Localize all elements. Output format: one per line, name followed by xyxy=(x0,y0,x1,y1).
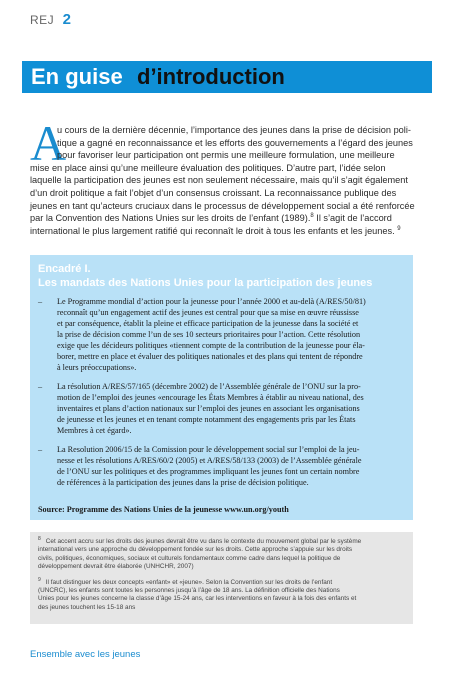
chapter-number: 2 xyxy=(62,11,71,28)
chapter-title-part2: d’introduction xyxy=(137,64,285,89)
footnote-line: développement devrait être élaborée (UNHCHR, 2007) xyxy=(38,563,194,571)
intro-line: jeunes en tant qu’acteurs cruciaux dans le processus de développement social a été renforcée xyxy=(30,200,415,211)
footnote-line: (UNCRC), les enfants sont toutes les personnes jusqu’à l’âge de 18 ans. La définition officielle des Nations xyxy=(38,587,340,595)
footnote-line: Unies pour les jeunes concerne la classe d’âge 15-24 ans, car les interventions en faveur à la fois des enfants et xyxy=(38,595,357,603)
intro-line-with-footnote xyxy=(30,212,418,225)
running-footer: Ensemble avec les jeunes xyxy=(30,649,141,660)
footnote-line xyxy=(38,576,407,587)
dash-bullet: – xyxy=(38,445,43,454)
list-item-line: exige que les décideurs politiques «tiennent compte de la contribution de la jeunesse pour éla- xyxy=(57,341,365,350)
footnote-ref[interactable]: 9 xyxy=(397,225,401,232)
box-title xyxy=(38,262,408,290)
list-item xyxy=(38,381,410,436)
list-item-line: la prise de décision comme l’un de ses 10 secteurs prioritaires pour l’action. Cette résolution xyxy=(57,330,361,339)
list-item-line: Le Programme mondial d’action pour la jeunesse pour l’année 2000 et au-delà (A/RES/50/81) xyxy=(57,297,366,306)
dash-bullet: – xyxy=(38,382,43,391)
list-item-line: borer, mettre en place et évaluer des politiques nationales et des plans qui tentent de répondre xyxy=(57,352,363,361)
dash-bullet: – xyxy=(38,297,43,306)
list-item-line: La Resolution 2006/15 de la Comission pour le développement social sur l’emploi de la jeu- xyxy=(57,445,360,454)
footnote-9 xyxy=(38,576,407,613)
footnote-line: des jeunes touchent les 15-18 ans xyxy=(38,603,136,611)
list-item-line: La résolution A/RES/57/165 (décembre 2002) de l’Assemblée générale de l’ONU sur la pro- xyxy=(57,382,361,391)
list-item-line: de références à la participation des jeunes dans la prise de décision politique. xyxy=(57,478,309,487)
list-item-line: et par conséquence, établit la pleine et efficace participation de la jeunesse dans la société et xyxy=(57,319,359,328)
intro-line-with-footnote xyxy=(30,225,418,238)
list-item-line: de jeunesse et les jeunes et en tenant compte notamment des engagements pris par les États xyxy=(57,415,356,424)
mandates-list xyxy=(38,296,410,496)
footnote-line: civils, politiques, économiques, sociaux et culturels fondamentaux comme cadre dans lequel la politique de xyxy=(38,554,341,562)
list-item xyxy=(38,444,410,488)
intro-line: laquelle la participation des jeunes est non seulement nécessaire, mais qu’il s’agit également xyxy=(30,175,408,186)
intro-line-text: international le plus largement ratifié qui reconnaît le droit à tous les enfants et les jeunes. xyxy=(30,225,395,236)
list-item-line: motion de l’emploi des jeunes «encourage les États Membres à établir au niveau national, des xyxy=(57,393,364,402)
footnote-line: international vers une approche du développement fondée sur les droits. Cette approche s’appuie sur les droits xyxy=(38,546,353,554)
intro-paragraph xyxy=(30,124,418,237)
intro-line-text: par la Convention des Nations Unies sur les droits de l’enfant (1989). xyxy=(30,213,311,224)
footnote-8 xyxy=(38,535,407,572)
footnote-ref[interactable]: 8 xyxy=(310,213,314,220)
list-item-line: reconnaît qu’un engagement actif des jeunes est central pour que sa mise en œuvre réussisse xyxy=(57,308,359,317)
intro-line: pour favoriser leur participation ont permis une meilleure formulation, une meilleure xyxy=(57,150,395,161)
chapter-title-bar xyxy=(22,61,432,93)
list-item-line: Membres à cet égard». xyxy=(57,426,132,435)
box-title-line1: Encadré I. xyxy=(38,263,91,275)
chapter-title-part1: En guise xyxy=(31,64,123,89)
footnote-mark: 9 xyxy=(38,576,41,583)
footnote-text: Cet accent accru sur les droits des jeunes devrait être vu dans le contexte du mouvement global par le système xyxy=(45,538,362,545)
list-item-line: de l’ONU sur les politiques et des programmes impliquant les jeunes font un certain nombre xyxy=(57,467,360,476)
footnotes-area xyxy=(30,532,413,624)
sidebar-box-mandates xyxy=(30,255,413,520)
list-item-line: à leurs préoccupations». xyxy=(57,363,137,372)
footnote-text: Il faut distinguer les deux concepts «enfant» et «jeune». Selon la Convention sur les droits de l’enfant xyxy=(45,578,333,586)
intro-line: tique a gagné en reconnaissance et les efforts des gouvernements a l’égard des jeunes xyxy=(57,137,413,148)
drop-cap: A xyxy=(30,115,67,171)
intro-line: d’un droit politique a fait l’objet d’un consensus croissant. La reconnaissance publique des xyxy=(30,187,397,198)
list-item-line: inventaires et plans d’action nationaux sur l’emploi des jeunes en associant les organisations xyxy=(57,404,360,413)
header-section-label: REJ xyxy=(30,13,55,27)
intro-line: u cours de la dernière décennie, l’importance des jeunes dans la prise de décision poli- xyxy=(57,125,411,135)
box-source: Source: Programme des Nations Unies de la jeunesse www.un.org/youth xyxy=(38,505,289,514)
list-item xyxy=(38,296,410,373)
box-title-line2: Les mandats des Nations Unies pour la participation des jeunes xyxy=(38,277,373,289)
footnote-mark: 8 xyxy=(38,535,41,542)
list-item-line: nesse et les résolutions A/RES/60/2 (2005) et A/RES/58/133 (2003) de l’Assemblée générale xyxy=(57,456,362,465)
footnote-line xyxy=(38,535,407,546)
intro-line-tail: Il s’agit de l’accord xyxy=(313,213,392,224)
intro-line: mise en place ainsi qu’une meilleure évaluation des politiques. D’autre part, l’idée selon xyxy=(30,162,386,173)
running-header xyxy=(30,11,71,29)
